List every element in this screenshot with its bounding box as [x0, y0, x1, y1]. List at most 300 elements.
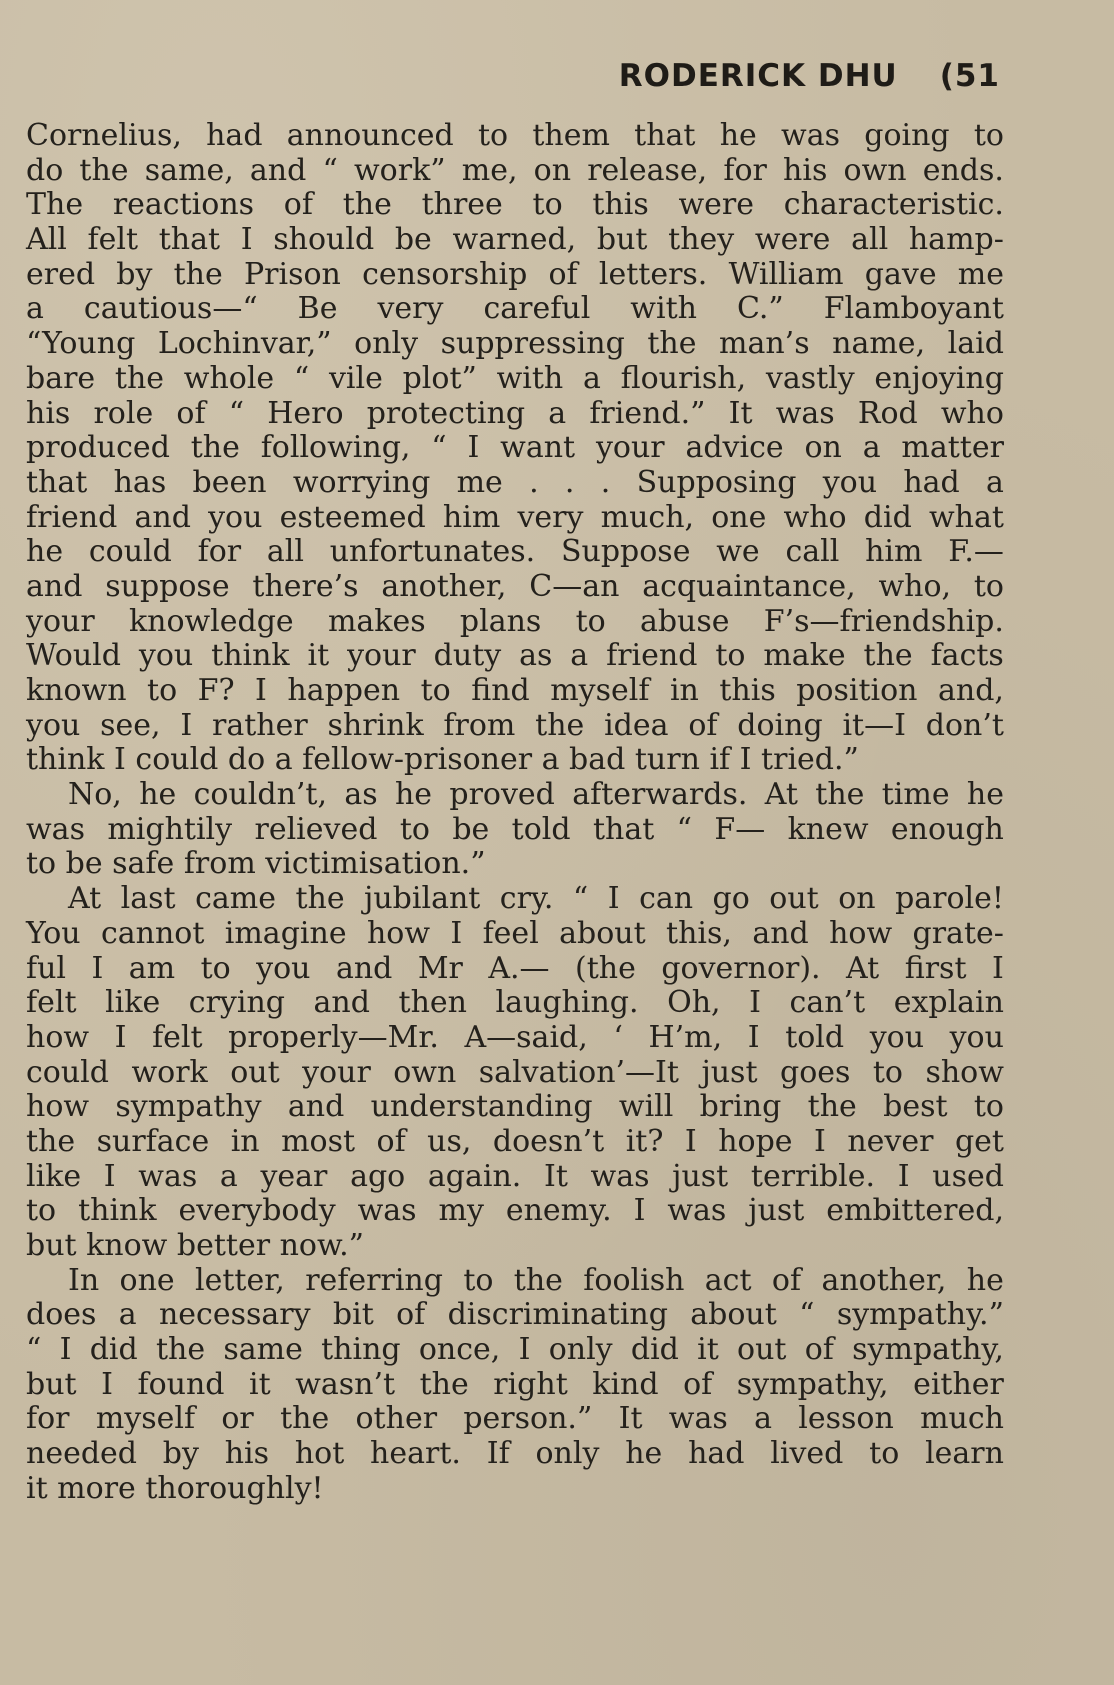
word: Oh,	[667, 985, 721, 1021]
word: last	[120, 881, 176, 917]
word: The	[26, 187, 84, 223]
word: told	[785, 1019, 845, 1055]
word: I	[991, 950, 1004, 986]
word: understanding	[370, 1089, 593, 1125]
text-line	[26, 917, 1004, 952]
word: very	[377, 291, 444, 327]
word: flourish,	[620, 360, 747, 396]
word: I	[240, 222, 253, 258]
text-line	[26, 327, 1004, 362]
word: much,	[600, 499, 695, 535]
text-line	[26, 1056, 1004, 1091]
word: by	[162, 1436, 199, 1472]
word: and	[335, 950, 393, 986]
word: Lochinvar,”	[157, 326, 332, 362]
word: just	[672, 1158, 729, 1194]
word: all	[266, 534, 304, 570]
word: myself	[550, 673, 650, 708]
word: then	[398, 985, 467, 1021]
word: warned,	[452, 222, 577, 258]
word: doesn’t	[492, 1123, 605, 1159]
word: all	[851, 222, 889, 258]
text-line	[26, 154, 1004, 189]
word: terrible.	[750, 1158, 876, 1194]
word: was	[357, 1193, 417, 1229]
word: from	[443, 707, 516, 743]
word: has	[113, 464, 167, 500]
word: jubilant	[364, 881, 481, 917]
text-line	[26, 813, 1004, 848]
word: with	[496, 360, 564, 396]
page-number: (51	[939, 58, 1000, 94]
word: was	[668, 1401, 728, 1437]
word: suppose	[105, 568, 230, 604]
word: a	[26, 291, 44, 327]
word: make	[763, 638, 846, 674]
word: another,	[821, 1262, 947, 1298]
word: used	[932, 1158, 1004, 1194]
word: I	[814, 1123, 826, 1159]
word: you	[138, 638, 194, 674]
word: can’t	[789, 985, 866, 1021]
word: that	[158, 222, 221, 258]
word: the	[647, 326, 697, 362]
word: I	[255, 673, 267, 708]
text-line: to be safe from victimisation.”	[26, 846, 486, 882]
word: been	[192, 464, 267, 500]
word: did	[630, 1332, 679, 1368]
word: You	[26, 915, 81, 951]
word: on	[804, 430, 842, 466]
word: I	[747, 1019, 760, 1055]
word: C—an	[529, 568, 620, 604]
word: how	[26, 1089, 90, 1125]
word: what	[928, 499, 1004, 535]
word: had	[688, 1436, 745, 1472]
word: laughing.	[495, 985, 639, 1021]
word: who,	[878, 568, 952, 604]
word: At	[846, 950, 880, 986]
word: for	[26, 1401, 70, 1437]
word: the	[26, 1123, 76, 1159]
word: Cornelius,	[26, 118, 182, 153]
word: he	[26, 534, 64, 570]
word: see,	[100, 707, 161, 743]
word: that	[26, 464, 88, 500]
word: wasn’t	[295, 1366, 396, 1402]
text-line	[26, 1333, 1004, 1368]
word: explain	[893, 985, 1004, 1021]
word: can	[639, 881, 694, 917]
word: I	[633, 1193, 646, 1229]
word: in	[230, 1123, 260, 1159]
word: I	[467, 430, 480, 466]
word: this	[719, 673, 776, 708]
word: him	[865, 534, 923, 570]
word: “	[431, 430, 447, 466]
word: “	[322, 152, 338, 188]
text-line	[26, 674, 1004, 709]
word: and	[287, 1089, 345, 1125]
word: advice	[685, 430, 784, 466]
word: bring	[699, 1089, 782, 1125]
word: only	[535, 1436, 600, 1472]
word: you	[208, 499, 263, 535]
word: idea	[604, 707, 669, 743]
word: C.”	[736, 291, 784, 327]
word: had	[206, 118, 263, 153]
word: the	[79, 152, 129, 188]
word: ered	[26, 256, 96, 292]
text-line	[26, 1090, 1004, 1125]
word: out	[737, 1332, 787, 1368]
word: suppressing	[440, 326, 625, 362]
word: as	[519, 638, 553, 674]
word: on	[838, 881, 876, 917]
word: we	[716, 534, 760, 570]
word: enemy.	[505, 1193, 612, 1229]
word: to	[200, 950, 231, 986]
word: Suppose	[560, 534, 691, 570]
word: like	[26, 1158, 82, 1194]
word: to	[872, 1054, 903, 1090]
word: work”	[353, 152, 446, 188]
word: with	[630, 291, 697, 327]
word: time	[881, 777, 950, 813]
word: who	[783, 499, 847, 535]
word: the	[114, 360, 165, 396]
word: vile	[328, 360, 383, 396]
word: a	[986, 464, 1004, 500]
word: person.”	[463, 1401, 593, 1437]
word: esteemed	[279, 499, 426, 535]
text-line: think I could do a fellow-prisoner a bad turn if I tried.”	[26, 742, 859, 778]
word: Hero	[267, 395, 344, 431]
word: me	[957, 256, 1004, 292]
word: name,	[832, 326, 926, 362]
word: characteristic.	[783, 187, 1004, 223]
word: Rod	[857, 395, 918, 431]
word: acquaintance,	[642, 568, 856, 604]
word: how	[829, 915, 893, 951]
word: but	[596, 222, 648, 258]
word: abuse	[639, 603, 730, 639]
word: his	[783, 152, 828, 188]
word: of	[548, 256, 578, 292]
word: want	[500, 430, 576, 466]
word: was	[781, 118, 841, 153]
word: F.—	[948, 534, 1004, 570]
text-line	[26, 986, 1004, 1021]
word: letter,	[195, 1262, 285, 1298]
word: just	[701, 1054, 758, 1090]
word: to	[973, 568, 1004, 604]
word: or	[221, 1401, 254, 1437]
word: could	[88, 534, 172, 570]
word: Supposing	[636, 464, 797, 500]
word: hot	[294, 1436, 345, 1472]
word: sympathy.”	[836, 1297, 1004, 1333]
word: of	[283, 187, 313, 223]
word: I	[684, 1123, 697, 1159]
word: worrying	[292, 464, 431, 500]
word: your	[347, 638, 416, 674]
word: right	[493, 1366, 568, 1402]
word: bit	[332, 1297, 374, 1333]
word: once,	[418, 1332, 501, 1368]
word: and	[26, 568, 83, 604]
text-line	[26, 1125, 1004, 1160]
word: friend.”	[589, 395, 706, 431]
word: felt	[152, 1019, 203, 1055]
word: year	[260, 1158, 328, 1194]
word: I	[180, 707, 193, 743]
word: rather	[212, 707, 308, 743]
word: cry.	[499, 881, 554, 917]
word: of	[688, 707, 718, 743]
word: enjoying	[874, 360, 1004, 396]
word: to	[463, 1262, 494, 1298]
word: “	[228, 395, 245, 431]
word: Mr	[417, 950, 463, 986]
word: he	[966, 777, 1004, 813]
word: to	[147, 673, 178, 708]
word: much	[920, 1401, 1004, 1437]
word: just	[748, 1193, 805, 1229]
word: to	[869, 1436, 900, 1472]
word: kind	[592, 1366, 659, 1402]
word: “Young	[26, 326, 136, 362]
word: only	[354, 326, 419, 362]
word: salvation’—It	[478, 1054, 679, 1090]
word: who	[940, 395, 1004, 431]
word: a	[118, 1297, 137, 1333]
text-line	[26, 362, 1004, 397]
word: everybody	[178, 1193, 336, 1229]
word: for	[723, 152, 767, 188]
word: foolish	[583, 1262, 685, 1298]
word: sympathy,	[736, 1366, 889, 1402]
word: afterwards.	[572, 777, 748, 813]
word: it	[697, 1332, 719, 1368]
word: me,	[461, 152, 518, 188]
word: never	[847, 1123, 934, 1159]
text-line	[26, 535, 1004, 570]
word: you	[869, 1019, 925, 1055]
word: of	[804, 1332, 834, 1368]
word: It	[618, 1401, 643, 1437]
word: going	[864, 118, 950, 153]
word: had	[903, 464, 960, 500]
word: I	[114, 1019, 127, 1055]
word: for	[197, 534, 242, 570]
word: were	[678, 187, 755, 223]
word: be	[452, 811, 490, 847]
word: mightily	[107, 811, 233, 847]
word: he	[625, 1436, 663, 1472]
word: a	[219, 1158, 238, 1194]
word: about	[690, 1297, 777, 1333]
word: to	[532, 187, 563, 223]
word: very	[517, 499, 584, 535]
word: it	[307, 638, 330, 674]
text-line	[26, 1437, 1004, 1472]
word: A—said,	[464, 1019, 588, 1055]
text-line	[26, 292, 1004, 327]
word: work	[131, 1054, 208, 1090]
word: you	[949, 1019, 1004, 1055]
word: following,	[260, 430, 411, 466]
word: to	[973, 118, 1004, 153]
word: needed	[26, 1436, 137, 1472]
word: referring	[305, 1262, 443, 1298]
word: act	[704, 1262, 752, 1298]
word: about	[559, 915, 646, 951]
word: as	[344, 777, 378, 813]
word: couldn’t,	[193, 777, 328, 813]
word: facts	[930, 638, 1004, 674]
text-line	[26, 397, 1004, 432]
word: to	[420, 673, 451, 708]
running-head-title: RODERICK DHU	[618, 58, 898, 94]
word: did	[863, 499, 912, 535]
word: I	[518, 1332, 531, 1368]
word: don’t	[925, 707, 1004, 743]
word: lesson	[798, 1401, 894, 1437]
text-line	[26, 1021, 1004, 1056]
word: a	[548, 395, 567, 431]
word: to	[399, 811, 430, 847]
word: were	[754, 222, 831, 258]
text-line	[26, 1298, 1004, 1333]
word: of	[176, 395, 206, 431]
word: them	[532, 118, 610, 153]
word: (the	[575, 950, 636, 986]
word: In	[68, 1262, 100, 1298]
word: your	[302, 1054, 371, 1090]
word: own	[393, 1054, 457, 1090]
word: to	[973, 1089, 1004, 1125]
word: F—	[714, 811, 766, 847]
word: and,	[938, 673, 1004, 708]
word: but	[26, 1366, 77, 1402]
word: matter	[901, 430, 1004, 466]
word: was	[667, 1193, 727, 1229]
word: only	[548, 1332, 613, 1368]
word: your	[26, 603, 95, 639]
word: censorship	[362, 256, 528, 292]
word: imagine	[224, 915, 347, 951]
word: he	[139, 777, 177, 813]
running-head	[619, 58, 1000, 94]
word: surface	[96, 1123, 210, 1159]
word: there’s	[252, 568, 359, 604]
word: F’s—friendship.	[763, 603, 1004, 639]
word: to	[715, 638, 746, 674]
word: call	[785, 534, 840, 570]
body-text	[26, 119, 1004, 1507]
word: the	[535, 707, 585, 743]
word: the	[190, 430, 240, 466]
word: knowledge	[128, 603, 294, 639]
word: told	[511, 811, 571, 847]
word: “	[26, 1332, 42, 1368]
word: ‘	[613, 1019, 623, 1055]
word: will	[618, 1089, 674, 1125]
word: he	[719, 118, 757, 153]
word: same,	[144, 152, 234, 188]
word: announced	[286, 118, 454, 153]
word: grate-	[912, 915, 1004, 951]
word: cannot	[100, 915, 205, 951]
word: friend	[606, 638, 698, 674]
word: it	[249, 1366, 271, 1402]
word: lived	[770, 1436, 844, 1472]
word: one	[119, 1262, 175, 1298]
word: It	[728, 395, 753, 431]
word: us,	[427, 1123, 472, 1159]
word: same	[223, 1332, 303, 1368]
text-line	[26, 223, 1004, 258]
word: thing	[321, 1332, 401, 1368]
word: how	[366, 915, 430, 951]
word: At	[764, 777, 798, 813]
word: whole	[183, 360, 275, 396]
word: I	[59, 1332, 72, 1368]
word: “	[572, 881, 589, 917]
word: first	[904, 950, 967, 986]
word: .	[600, 464, 611, 500]
text-line	[26, 639, 1004, 674]
word: was	[26, 811, 85, 847]
word: doing	[737, 707, 823, 743]
word: known	[26, 673, 127, 708]
text-line	[26, 119, 1004, 154]
text-line	[26, 1194, 1004, 1229]
word: was	[590, 1158, 650, 1194]
word: I	[91, 950, 104, 986]
word: happen	[287, 673, 401, 708]
word: I	[607, 881, 620, 917]
word: found	[137, 1366, 225, 1402]
word: am	[128, 950, 176, 986]
word: the	[173, 256, 223, 292]
word: the	[807, 1089, 857, 1125]
word: vastly	[765, 360, 855, 396]
word: bare	[26, 360, 96, 396]
word: this,	[666, 915, 732, 951]
word: sympathy	[115, 1089, 262, 1125]
word: Flamboyant	[823, 291, 1004, 327]
word: a	[582, 360, 601, 396]
word: by	[116, 256, 153, 292]
word: do	[26, 152, 64, 188]
text-line	[26, 431, 1004, 466]
word: a	[862, 430, 881, 466]
word: feel	[482, 915, 539, 951]
word: best	[883, 1089, 948, 1125]
word: to	[478, 118, 509, 153]
word: myself	[95, 1401, 196, 1437]
word: goes	[779, 1054, 851, 1090]
word: careful	[483, 291, 591, 327]
text-line	[26, 188, 1004, 223]
word: you	[822, 464, 878, 500]
word: you	[256, 950, 311, 986]
word: necessary	[158, 1297, 311, 1333]
word: If	[486, 1436, 510, 1472]
word: heart.	[370, 1436, 461, 1472]
